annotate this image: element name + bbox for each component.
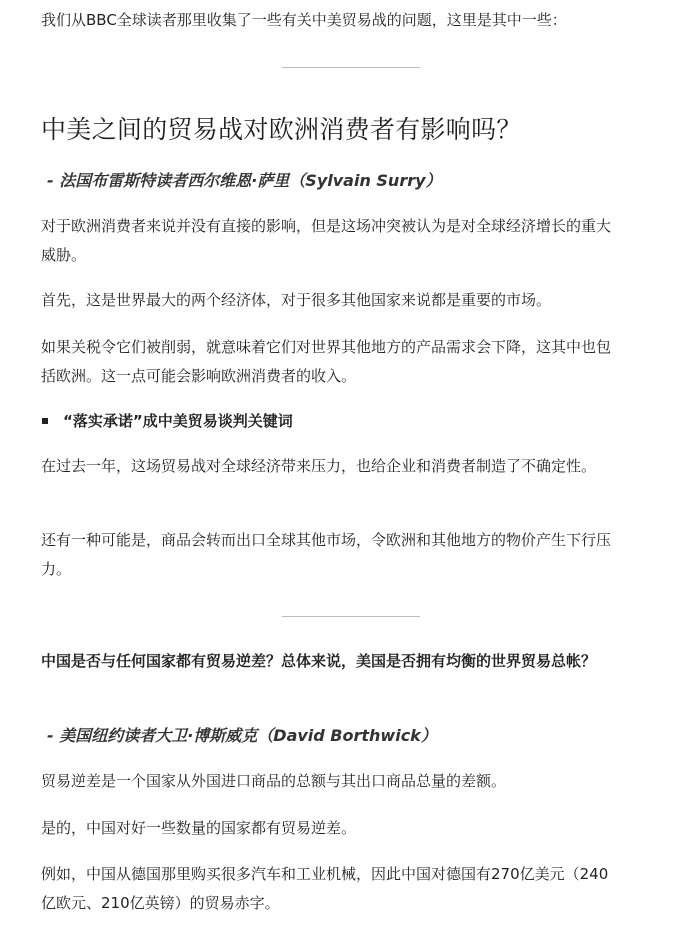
reader-byline-2: - 美国纽约读者大卫·博斯威克（David Borthwick） — [47, 726, 437, 745]
related-story-link[interactable]: “落实承诺”成中美贸易谈判关键词 — [63, 412, 293, 430]
answer-paragraph: 首先，这是世界最大的两个经济体，对于很多其他国家来说都是重要的市场。 — [41, 291, 552, 309]
section-divider — [282, 616, 420, 617]
bullet-square-icon — [42, 418, 48, 424]
question-heading-2: 中国是否与任何国家都有贸易逆差？总体来说，美国是否拥有均衡的世界贸易总帐？ — [41, 652, 597, 670]
answer-paragraph: 对于欧洲消费者来说并没有直接的影响，但是这场冲突被认为是对全球经济增长的重大威胁。 — [41, 217, 612, 264]
answer-paragraph: 贸易逆差是一个国家从外国进口商品的总额与其出口商品总量的差额。 — [41, 772, 507, 790]
answer-paragraph: 如果关税令它们被削弱，就意味着它们对世界其他地方的产品需求会下降，这其中也包括欧洲。这一点可能会影响欧洲消费者的收入。 — [41, 338, 612, 385]
reader-byline-1: - 法国布雷斯特读者西尔维恩·萨里（Sylvain Surry） — [47, 171, 442, 190]
answer-paragraph: 例如，中国从德国那里购买很多汽车和工业机械，因此中国对德国有270亿美元（240亿欧元、210亿英镑）的贸易赤字。 — [41, 865, 609, 912]
answer-paragraph: 在过去一年，这场贸易战对全球经济带来压力，也给企业和消费者制造了不确定性。 — [41, 457, 597, 475]
related-story-item — [41, 410, 621, 434]
answer-paragraph: 是的，中国对好一些数量的国家都有贸易逆差。 — [41, 819, 357, 837]
section-divider — [282, 67, 420, 68]
question-heading-1: 中美之间的贸易战对欧洲消费者有影响吗？ — [41, 115, 522, 144]
answer-paragraph: 还有一种可能是，商品会转而出口全球其他市场，令欧洲和其他地方的物价产生下行压力。 — [41, 531, 612, 578]
intro-paragraph: 我们从BBC全球读者那里收集了一些有关中美贸易战的问题，这里是其中一些： — [41, 11, 567, 29]
